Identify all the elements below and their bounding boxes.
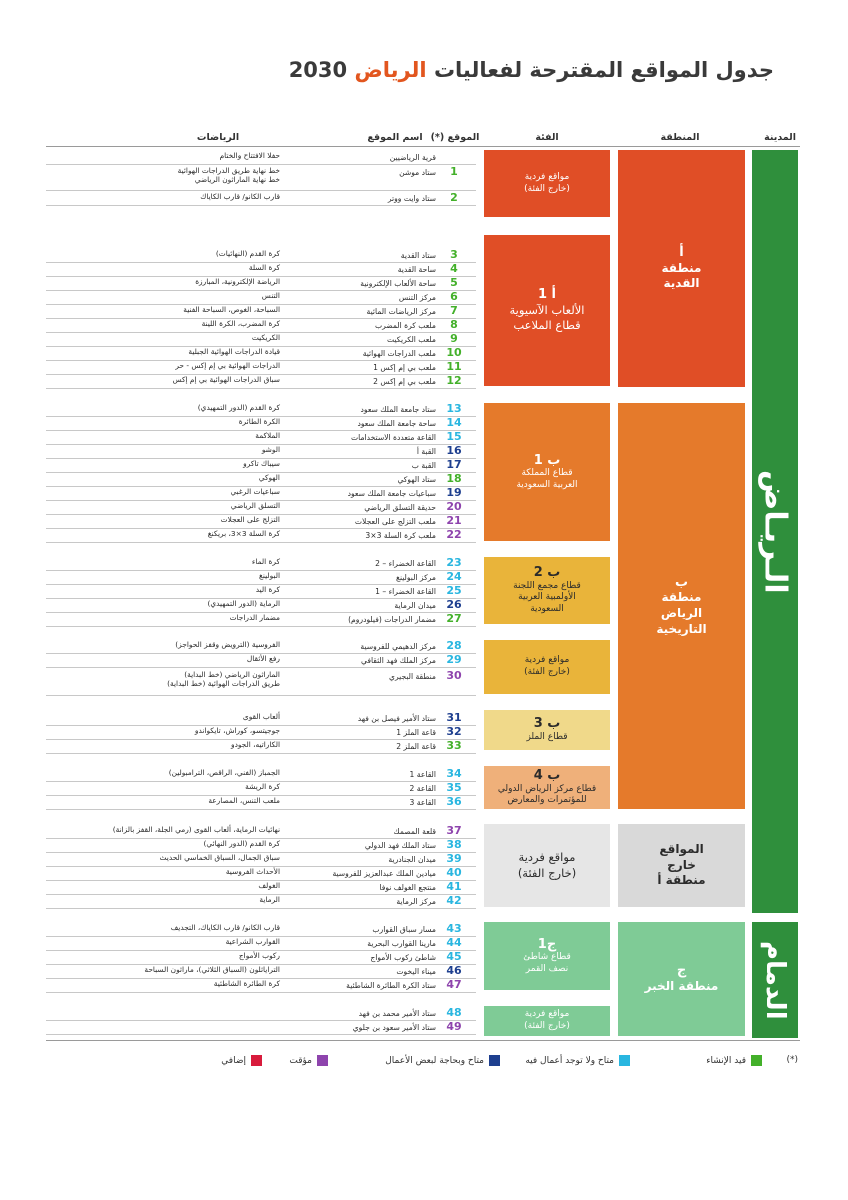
- site-name: قرية الرياضيين: [389, 153, 436, 162]
- site-sports: حفلا الافتتاح والختام: [219, 151, 280, 160]
- site-sports: سباق الجمال، السباق الخماسي الحديث: [159, 853, 280, 862]
- site-name: ملعب كرة المضرب: [374, 321, 436, 330]
- region-c: [618, 922, 745, 1036]
- site-sports: قارب الكانو/ قارب الكاياك: [200, 192, 280, 201]
- category-b4-name: قطاع مركز الرياض الدولي للمؤتمرات والمعارض: [497, 783, 597, 806]
- table-row: [46, 585, 476, 599]
- site-name: قاعة الملز 2: [396, 742, 436, 751]
- site-name: ملعب الكريكيت: [387, 335, 436, 344]
- table-row: [46, 333, 476, 347]
- category-b3-title: ب 3: [533, 716, 561, 732]
- site-name: القاعة 3: [409, 798, 436, 807]
- table-row: [46, 529, 476, 543]
- category-c-individual-name: مواقع فردية (خارج الفئة): [524, 1009, 570, 1031]
- site-sports: كرة الطائرة الشاطئية: [213, 979, 280, 988]
- title-year: 2030: [288, 58, 348, 82]
- table-row: [46, 825, 476, 839]
- city-dammam-label: الدمام: [760, 940, 790, 1020]
- region-b-letter: ب: [674, 574, 689, 590]
- site-number: 12: [446, 374, 462, 387]
- site-name: ستاد الهوكي: [397, 475, 436, 484]
- legend-swatch: [751, 1055, 762, 1066]
- region-b-name: منطقة الرياض التاريخية: [656, 590, 707, 636]
- site-name: ستاد الكرة الطائرة الشاطئية: [346, 981, 436, 990]
- site-number: 31: [446, 711, 462, 724]
- site-name: ستاد وايت ووتر: [387, 194, 436, 203]
- site-number: 27: [446, 612, 462, 625]
- site-number: 29: [446, 653, 462, 666]
- region-a: [618, 150, 745, 387]
- site-number: 15: [446, 430, 462, 443]
- footer-rule: [46, 1040, 800, 1041]
- legend-swatch: [251, 1055, 262, 1066]
- table-row: [46, 613, 476, 627]
- site-name: سباعيات جامعة الملك سعود: [347, 489, 436, 498]
- category-b4-title: ب 4: [533, 768, 561, 784]
- site-sports: التزلج على العجلات: [220, 515, 280, 524]
- site-name: ملعب الدراجات الهوائية: [362, 349, 436, 358]
- site-number: 42: [446, 894, 462, 907]
- site-name: القاعة 1: [409, 770, 436, 779]
- site-sports: نهائيات الرماية، ألعاب القوى (رمي الجلة، القفز بالزانة): [112, 825, 280, 834]
- header-city: المدينة: [764, 132, 796, 143]
- category-outside-individual: [484, 824, 610, 907]
- site-sports: الوشو: [261, 445, 280, 454]
- site-sports: الملاكمة: [255, 431, 280, 440]
- site-name: القاعة الخضراء – 1: [375, 587, 436, 596]
- region-a-name: منطقة القدية: [661, 260, 702, 291]
- page-title: [280, 58, 774, 94]
- site-sports: الأحداث الفروسية: [225, 867, 280, 876]
- table-row: [46, 1007, 476, 1021]
- site-name: ستاد الأمير فيصل بن فهد: [357, 714, 436, 723]
- site-name: القبة ب: [411, 461, 436, 470]
- table-row: [46, 347, 476, 361]
- table-row: [46, 782, 476, 796]
- site-name: قاعة الملز 1: [396, 728, 436, 737]
- site-number: 24: [446, 570, 462, 583]
- region-b: [618, 403, 745, 809]
- site-number: 36: [446, 795, 462, 808]
- site-sports: التسلق الرياضي: [230, 501, 280, 510]
- site-name: مسار سباق القوارب: [372, 925, 436, 934]
- site-name: شاطئ ركوب الأمواج: [370, 953, 436, 962]
- site-number: 40: [446, 866, 462, 879]
- site-name: مركز البولينغ: [395, 573, 436, 582]
- site-name: القبة أ: [416, 447, 436, 456]
- site-sports: كرة المضرب، الكرة اللينة: [201, 319, 280, 328]
- site-number: 33: [446, 739, 462, 752]
- site-name: منتجع الغولف نوفا: [379, 883, 436, 892]
- title-text: جدول المواقع المقترحة لفعاليات: [433, 58, 774, 82]
- site-sports: جوجيتسو، كوراش، تايكواندو: [194, 726, 280, 735]
- site-number: 35: [446, 781, 462, 794]
- site-sports: كرة القدم (الدور التمهيدي): [197, 403, 280, 412]
- site-sports: قارب الكانو/ قارب الكاياك، التجديف: [170, 923, 280, 932]
- site-sports: التراياثلون (السباق الثلاثي)، ماراثون السباحة: [144, 965, 280, 974]
- site-number: 23: [446, 556, 462, 569]
- site-number: 41: [446, 880, 462, 893]
- category-b2-title: ب 2: [533, 565, 561, 581]
- category-b-individual-name: مواقع فردية (خارج الفئة): [524, 655, 570, 677]
- site-name: القاعة متعددة الاستخدامات: [351, 433, 436, 442]
- site-sports: سيباك تاكرو: [243, 459, 280, 468]
- site-number: 16: [446, 444, 462, 457]
- site-number: 46: [446, 964, 462, 977]
- header-site-number: الموقع (*): [430, 132, 480, 143]
- site-sports: كرة الماء: [251, 557, 280, 566]
- table-row: [46, 417, 476, 431]
- table-row: [46, 654, 476, 668]
- row-divider: [46, 908, 476, 909]
- table-row: [46, 431, 476, 445]
- site-number: 3: [450, 248, 458, 261]
- site-number: 37: [446, 824, 462, 837]
- title-highlight: الرياض: [354, 58, 427, 82]
- site-sports: البولينغ: [259, 571, 280, 580]
- site-number: 47: [446, 978, 462, 991]
- table-row: [46, 881, 476, 895]
- site-number: 6: [450, 290, 458, 303]
- site-name: ستاد القدية: [400, 251, 436, 260]
- legend-label: متاح ولا توجد أعمال فيه: [525, 1055, 614, 1066]
- legend-swatch: [317, 1055, 328, 1066]
- table-row: [46, 768, 476, 782]
- site-number: 26: [446, 598, 462, 611]
- table-row: [46, 263, 476, 277]
- site-sports: قيادة الدراجات الهوائية الجبلية: [188, 347, 280, 356]
- site-name: القاعة 2: [409, 784, 436, 793]
- table-row: [46, 192, 476, 206]
- header-region: المنطقة: [660, 132, 700, 143]
- legend-label: قيد الإنشاء: [706, 1055, 746, 1066]
- site-name: ساحة جامعة الملك سعود: [357, 419, 436, 428]
- site-number: 21: [446, 514, 462, 527]
- table-row: [46, 979, 476, 993]
- site-number: 30: [446, 669, 462, 682]
- site-sports: الدراجات الهوائية بي إم إكس - حر: [175, 361, 280, 370]
- table-row: [46, 319, 476, 333]
- site-name: ميادين الملك عبدالعزيز للفروسية: [332, 869, 436, 878]
- table-row: [46, 951, 476, 965]
- site-number: 38: [446, 838, 462, 851]
- row-divider: [46, 388, 476, 389]
- site-name: قلعة المصمك: [393, 827, 436, 836]
- site-number: 4: [450, 262, 458, 275]
- category-b2: [484, 557, 610, 624]
- category-b3-name: قطاع الملز: [526, 731, 568, 742]
- site-number: 18: [446, 472, 462, 485]
- site-sports: كرة القدم (النهائيات): [215, 249, 280, 258]
- region-c-name: منطقة الخبر: [644, 979, 719, 993]
- table-row: [46, 599, 476, 613]
- row-divider: [46, 205, 476, 206]
- legend-label: مؤقت: [289, 1055, 312, 1066]
- site-sports: الرماية: [259, 895, 280, 904]
- legend-label: متاح وبحاجة لبعض الأعمال: [385, 1055, 484, 1066]
- site-name: ملعب بي إم إكس 2: [373, 377, 436, 386]
- site-sports: سباق الدراجات الهوائية بي إم إكس: [172, 375, 280, 384]
- category-c1-name: قطاع شاطئ نصف القمر: [523, 952, 571, 974]
- region-outside-a-name: المواقع خارج منطقة أ: [657, 842, 706, 888]
- table-row: [46, 305, 476, 319]
- site-name: ملعب التزلج على العجلات: [354, 517, 436, 526]
- site-name: مركز الدهيمي للفروسية: [360, 642, 436, 651]
- legend-item: [221, 1055, 262, 1066]
- header-category: الفئة: [535, 132, 559, 143]
- site-sports: الكريكيت: [251, 333, 280, 342]
- legend-item: [385, 1055, 500, 1066]
- category-a-individual-name: مواقع فردية (خارج الفئة): [524, 171, 570, 194]
- legend-swatch: [489, 1055, 500, 1066]
- region-a-letter: أ: [679, 245, 684, 261]
- table-row: [46, 839, 476, 853]
- site-sports: سباعيات الرغبي: [230, 487, 280, 496]
- table-row: [46, 923, 476, 937]
- site-number: 22: [446, 528, 462, 541]
- site-sports: التنس: [261, 291, 280, 300]
- legend-item: [289, 1055, 328, 1066]
- site-name: منطقة البجيري: [389, 672, 436, 681]
- legend-item: [706, 1055, 762, 1066]
- site-sports: الفروسية (الترويض وقفز الحواجز): [175, 640, 280, 649]
- site-sports: الرماية (الدور التمهيدي): [207, 599, 280, 608]
- site-sports: الهوكي: [258, 473, 280, 482]
- site-sports: كرة السلة 3×3، بريكنغ: [207, 529, 280, 538]
- city-riyadh-label: الـريـاض: [757, 469, 793, 594]
- site-number: 34: [446, 767, 462, 780]
- site-number: 5: [450, 276, 458, 289]
- site-name: ميدان الرماية: [394, 601, 436, 610]
- site-number: 20: [446, 500, 462, 513]
- site-name: مركز الملك فهد الثقافي: [361, 656, 436, 665]
- site-sports: الجمباز (الفني، الراقص، الترامبولين): [168, 768, 280, 777]
- city-dammam: [752, 922, 798, 1038]
- site-number: 49: [446, 1020, 462, 1033]
- category-b-individual: [484, 640, 610, 694]
- row-divider: [46, 809, 476, 810]
- row-divider: [46, 190, 476, 191]
- site-name: ساحة القدية: [397, 265, 436, 274]
- site-name: مركز الرياضات المائية: [366, 307, 436, 316]
- table-row: [46, 557, 476, 571]
- category-c1-title: ج1: [537, 936, 557, 952]
- site-number: 25: [446, 584, 462, 597]
- site-name: ملعب كرة السلة 3×3: [365, 531, 436, 540]
- header-sports: الرياضات: [196, 132, 240, 143]
- table-row: [46, 459, 476, 473]
- site-sports: ملعب التنس، المصارعة: [208, 796, 280, 805]
- site-number: 2: [450, 191, 458, 204]
- legend-item: [525, 1055, 630, 1066]
- table-row: [46, 277, 476, 291]
- table-row: [46, 403, 476, 417]
- site-number: 44: [446, 936, 462, 949]
- region-outside-a: [618, 824, 745, 907]
- table-row: [46, 571, 476, 585]
- site-name: مركز الرماية: [396, 897, 436, 906]
- site-sports: ركوب الأمواج: [238, 951, 280, 960]
- site-number: 10: [446, 346, 462, 359]
- table-row: [46, 515, 476, 529]
- category-c-individual: [484, 1006, 610, 1036]
- table-row: [46, 487, 476, 501]
- site-sports: مضمار الدراجات: [229, 613, 280, 622]
- site-sports: السباحة، الغوص، السباحة الفنية: [183, 305, 280, 314]
- category-b4: [484, 766, 610, 809]
- table-row: [46, 166, 476, 191]
- category-b1-name: قطاع المملكة العربية السعودية: [516, 468, 578, 490]
- table-row: [46, 867, 476, 881]
- site-sports: خط نهاية طريق الدراجات الهوائية خط نهاية الماراثون الرياضي: [177, 166, 280, 185]
- row-divider: [46, 695, 476, 696]
- legend-note: [786, 1055, 798, 1065]
- table-row: [46, 249, 476, 263]
- site-sports: الماراثون الرياضي (خط البداية) طريق الدراجات الهوائية (خط البداية): [167, 670, 280, 689]
- row-divider: [46, 626, 476, 627]
- site-number: 13: [446, 402, 462, 415]
- site-number: 43: [446, 922, 462, 935]
- site-number: 19: [446, 486, 462, 499]
- table-row: [46, 895, 476, 909]
- table-row: [46, 937, 476, 951]
- table-row: [46, 965, 476, 979]
- legend-swatch: [619, 1055, 630, 1066]
- site-name: ساحة الألعاب الإلكترونية: [360, 279, 436, 288]
- table-row: [46, 501, 476, 515]
- site-number: 39: [446, 852, 462, 865]
- table-row: [46, 473, 476, 487]
- site-number: 28: [446, 639, 462, 652]
- table-row: [46, 740, 476, 754]
- row-divider: [46, 753, 476, 754]
- row-divider: [46, 992, 476, 993]
- site-sports: كرة اليد: [255, 585, 280, 594]
- category-a1-title: أ 1: [537, 287, 557, 303]
- site-number: 17: [446, 458, 462, 471]
- legend-label: إضافي: [221, 1055, 246, 1066]
- header-rule: [46, 146, 800, 147]
- site-name: مركز التنس: [398, 293, 436, 302]
- site-sports: رفع الأثقال: [246, 654, 280, 663]
- category-a1-name: الألعاب الآسيوية قطاع الملاعب: [509, 302, 585, 333]
- table-row: [46, 445, 476, 459]
- site-name: ستاد الأمير محمد بن فهد: [358, 1009, 436, 1018]
- table-row: [46, 796, 476, 810]
- site-number: 14: [446, 416, 462, 429]
- region-c-letter: ج: [676, 963, 687, 979]
- table-row: [46, 853, 476, 867]
- site-name: مضمار الدراجات (فيلودروم): [348, 615, 436, 624]
- site-number: 1: [450, 165, 458, 178]
- site-number: 8: [450, 318, 458, 331]
- category-a1: [484, 235, 610, 386]
- site-name: ميناء اليخوت: [396, 967, 436, 976]
- row-divider: [46, 1034, 476, 1035]
- table-row: [46, 151, 476, 165]
- table-row: [46, 1021, 476, 1035]
- row-divider: [46, 542, 476, 543]
- site-number: 7: [450, 304, 458, 317]
- site-sports: كرة السلة: [248, 263, 280, 272]
- site-name: ستاد الأمير سعود بن جلوي: [352, 1023, 436, 1032]
- legend-note-text: (*): [786, 1055, 798, 1065]
- site-sports: القوارب الشراعية: [225, 937, 280, 946]
- site-sports: الغولف: [258, 881, 280, 890]
- site-number: 45: [446, 950, 462, 963]
- category-b2-name: قطاع مجمع اللجنة الأولمبية العربية السعودية: [513, 580, 581, 615]
- category-b3: [484, 710, 610, 750]
- site-number: 9: [450, 332, 458, 345]
- table-row: [46, 375, 476, 389]
- table-row: [46, 712, 476, 726]
- site-name: ميدان الجنادرية: [388, 855, 436, 864]
- header-site-name: اسم الموقع: [367, 132, 423, 143]
- site-sports: ألعاب القوى: [242, 712, 280, 721]
- site-sports: الكاراتيه، الجودو: [231, 740, 280, 749]
- row-divider: [46, 667, 476, 668]
- site-name: ملعب بي إم إكس 1: [373, 363, 436, 372]
- category-outside-individual-name: مواقع فردية (خارج الفئة): [517, 849, 577, 880]
- table-row: [46, 726, 476, 740]
- category-c1: [484, 922, 610, 990]
- row-divider: [46, 164, 476, 165]
- category-b1-title: ب 1: [533, 452, 561, 468]
- site-name: ستاد الملك فهد الدولي: [364, 841, 436, 850]
- site-sports: كرة الريشة: [245, 782, 280, 791]
- category-a-individual: [484, 150, 610, 217]
- table-row: [46, 670, 476, 696]
- site-name: ستاد موشن: [399, 168, 436, 177]
- site-number: 32: [446, 725, 462, 738]
- site-sports: كرة القدم (الدور النهائي): [203, 839, 280, 848]
- site-number: 11: [446, 360, 462, 373]
- table-row: [46, 361, 476, 375]
- table-row: [46, 291, 476, 305]
- site-name: القاعة الخضراء – 2: [375, 559, 436, 568]
- site-name: ستاد جامعة الملك سعود: [360, 405, 436, 414]
- site-sports: الكرة الطائرة: [238, 417, 280, 426]
- site-number: 48: [446, 1006, 462, 1019]
- city-riyadh: [752, 150, 798, 913]
- category-b1: [484, 403, 610, 541]
- site-name: مارينا القوارب البحرية: [367, 939, 436, 948]
- site-sports: الرياضة الإلكترونية، المبارزة: [195, 277, 280, 286]
- table-row: [46, 640, 476, 654]
- site-name: حديقة التسلق الرياضي: [364, 503, 436, 512]
